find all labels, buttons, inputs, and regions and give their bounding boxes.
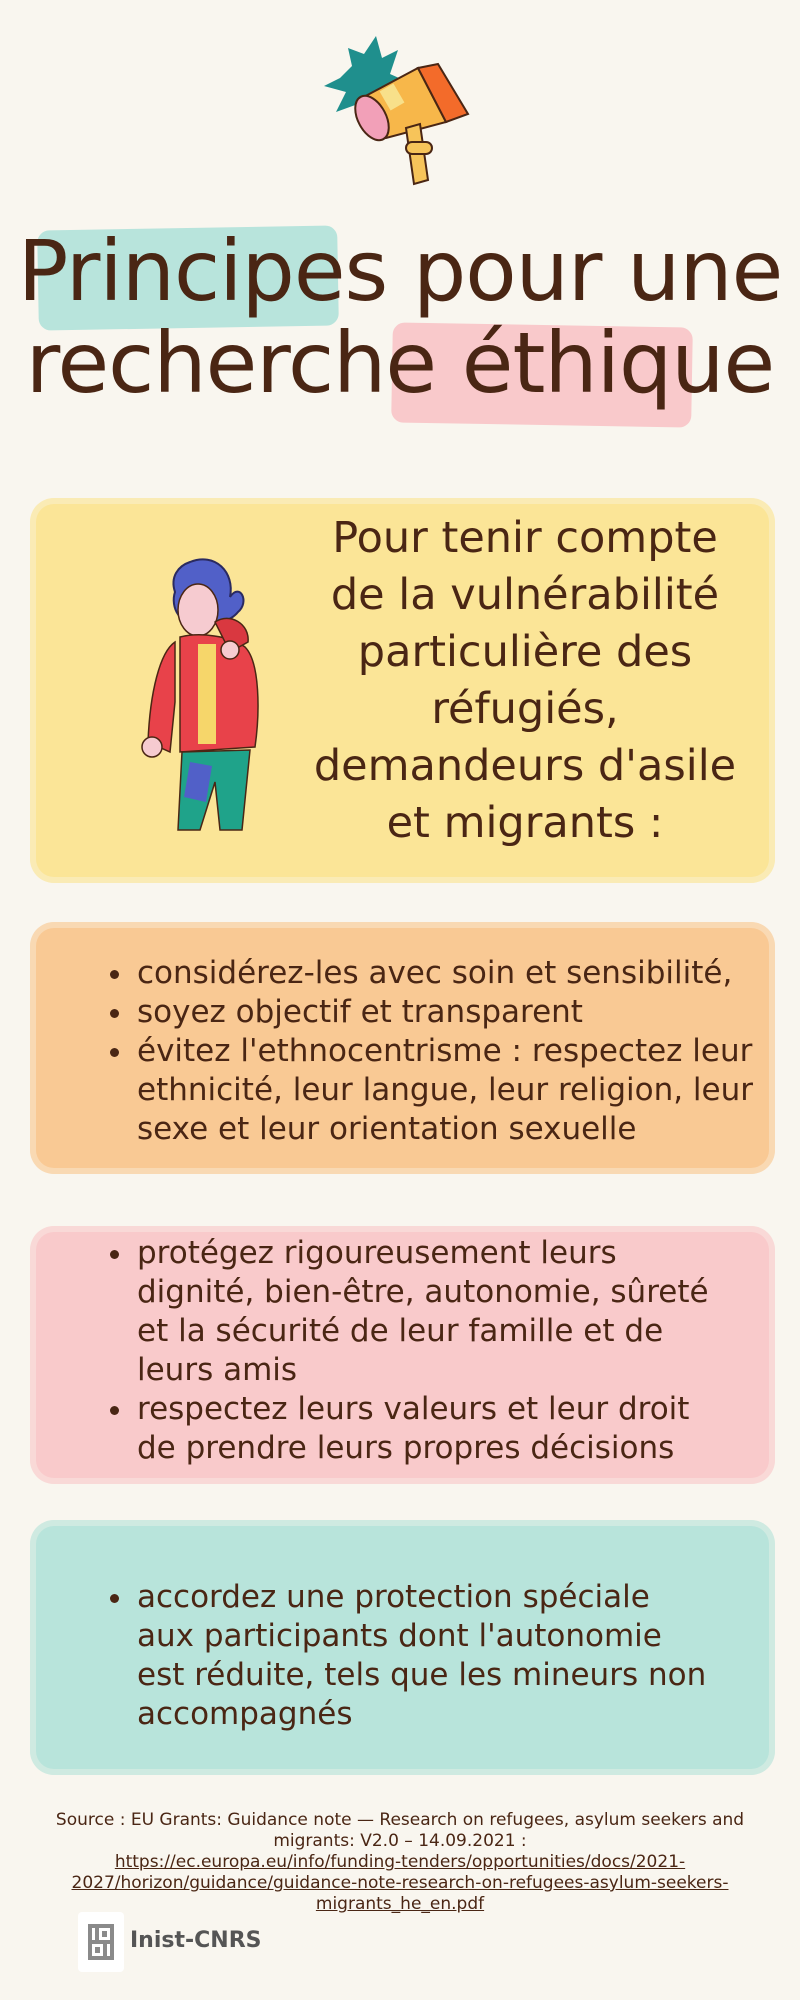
inist-logo-icon — [88, 1924, 114, 1960]
page-title — [0, 222, 800, 412]
inist-logo — [78, 1912, 124, 1972]
title-line-2: recherche éthique — [25, 314, 775, 412]
list-item: évitez l'ethnocentrisme : respectez leur ethnicité, leur langue, leur religion, leur sexe et leur orientation sexuelle — [110, 1032, 770, 1149]
intro-text: Pour tenir compte de la vulnérabilité particulière des réfugiés, demandeurs d'asile et migrants : — [313, 513, 737, 848]
list-item: accordez une protection spéciale aux participants dont l'autonomie est réduite, tels que les mineurs non accompagnés — [110, 1578, 710, 1734]
source-link[interactable]: https://ec.europa.eu/info/funding-tenders/opportunities/docs/2021-2027/horizon/guidance/guidance-note-research-on-refugees-asylum-seekers-migrants_he_en.pdf — [71, 1852, 729, 1914]
source-note — [50, 1810, 750, 1915]
source-text: Source : EU Grants: Guidance note — Research on refugees, asylum seekers and migrants: V2.0 – 14.09.2021 : — [55, 1810, 745, 1851]
principles-list-2 — [110, 1234, 730, 1468]
logo-name: Inist-CNRS — [130, 1928, 262, 1953]
person-in-jacket-illustration — [120, 552, 280, 837]
list-item: soyez objectif et transparent — [110, 993, 770, 1032]
title-line-1: Principes pour une — [17, 222, 783, 320]
list-item: respectez leurs valeurs et leur droit de prendre leurs propres décisions — [110, 1390, 730, 1468]
principles-list-3 — [110, 1578, 710, 1734]
list-item: considérez-les avec soin et sensibilité, — [110, 954, 770, 993]
list-item: protégez rigoureusement leurs dignité, bien-être, autonomie, sûreté et la sécurité de leur famille et de leurs amis — [110, 1234, 730, 1390]
principles-list-1 — [110, 954, 770, 1149]
megaphone-icon — [318, 30, 483, 205]
